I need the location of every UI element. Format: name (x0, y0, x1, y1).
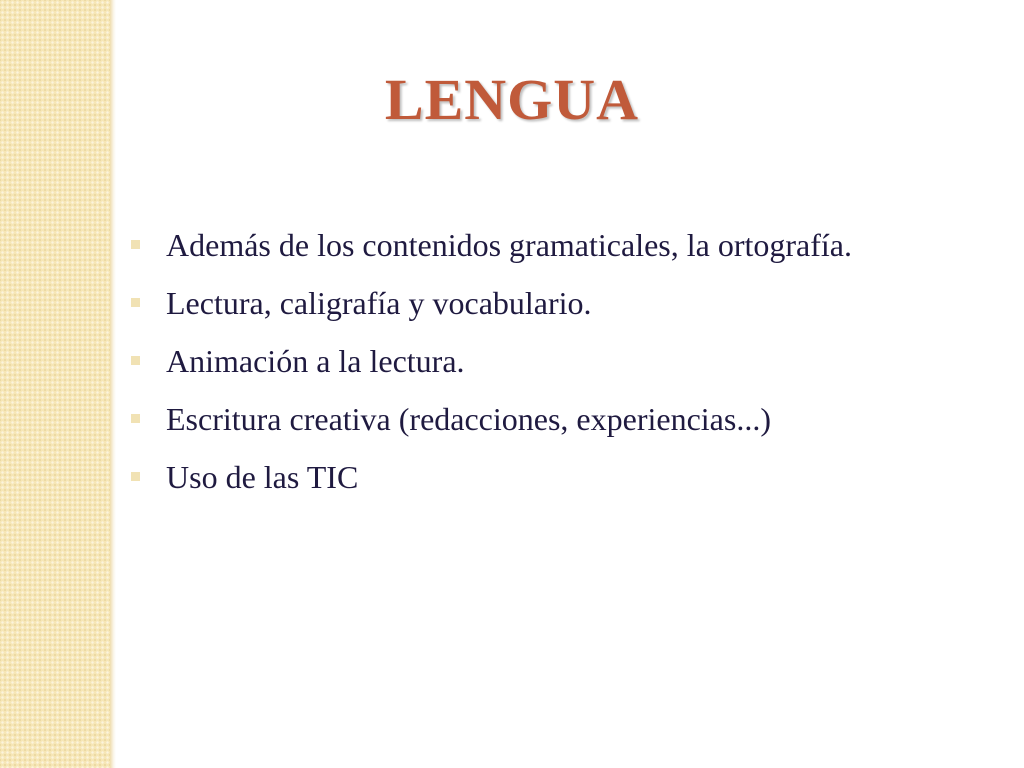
bullet-text: Escritura creativa (redacciones, experiencias...) (166, 401, 771, 437)
square-bullet-icon (131, 298, 140, 307)
bullet-item-creative-writing (130, 400, 930, 438)
bullet-text: Uso de las TIC (166, 459, 359, 495)
bullet-item-grammar (130, 226, 930, 264)
bullet-text: Lectura, caligrafía y vocabulario. (166, 285, 592, 321)
bullet-text: Animación a la lectura. (166, 343, 465, 379)
bullet-item-tic (130, 458, 930, 496)
square-bullet-icon (131, 472, 140, 481)
bullet-item-reading (130, 284, 930, 322)
bullet-item-reading-animation (130, 342, 930, 380)
square-bullet-icon (131, 356, 140, 365)
bullet-list (130, 226, 930, 516)
slide-title: LENGUA (384, 67, 640, 132)
square-bullet-icon (131, 414, 140, 423)
bullet-text: Además de los contenidos gramaticales, la ortografía. (166, 227, 852, 263)
square-bullet-icon (131, 240, 140, 249)
